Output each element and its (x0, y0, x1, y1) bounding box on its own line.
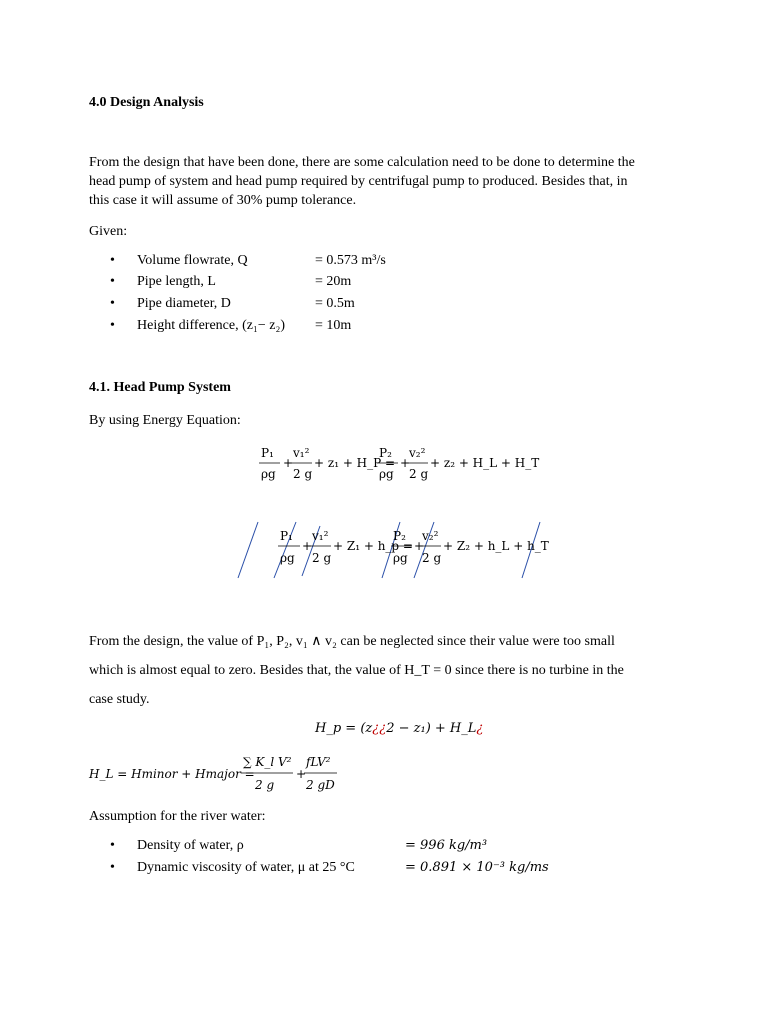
heading-design-analysis: 4.0 Design Analysis (89, 95, 204, 110)
bullet-icon: • (110, 838, 115, 853)
item-value: = 0.573 m³/s (315, 253, 386, 268)
eq-term: 2 gD (306, 778, 335, 792)
energy-equation (258, 440, 540, 484)
bullet-icon: • (110, 274, 115, 289)
eq-term: 2 g (255, 778, 275, 792)
eq-term: ∑ K_l V² (243, 755, 292, 769)
intro-line: From the design that have been done, there are some calculation need to be done to determine the (89, 155, 635, 170)
head-loss-equation (89, 751, 349, 795)
neglect-paragraph (89, 627, 624, 714)
svg-text:+: + (414, 539, 425, 553)
svg-text:+: + (302, 539, 313, 553)
eq-term: P₂ (393, 529, 406, 543)
intro-paragraph (89, 153, 635, 210)
item-label: Pipe length, L (137, 274, 216, 289)
item-label: Volume flowrate, Q (137, 253, 248, 268)
eq-term: ρg (379, 467, 394, 481)
eq-term: 2 − z₁) + H_L (386, 721, 477, 736)
eq-term: + Z₂ + h_L + h_T (443, 539, 549, 553)
eq-term: ρg (280, 551, 295, 565)
eq-term: P₂ (379, 446, 392, 460)
eq-term: + z₁ + H_P = (314, 456, 396, 470)
item-value: = 996 kg/m³ (405, 838, 488, 853)
simplified-energy-equation (234, 518, 554, 582)
given-label: Given: (89, 224, 128, 239)
eq-term: 2 g (293, 467, 313, 481)
bullet-icon: • (110, 296, 115, 311)
eq-term: v₁² (293, 446, 310, 460)
bullet-icon: • (110, 860, 115, 875)
eq-term: P₁ (261, 446, 274, 460)
item-value: = 20m (315, 274, 352, 289)
eq-error-glyph: ¿¿ (372, 721, 387, 736)
intro-line: this case it will assume of 30% pump tolerance. (89, 193, 357, 208)
intro-line: head pump of system and head pump required by centrifugal pump to produced. Besides that, in (89, 174, 628, 189)
bullet-icon: • (110, 318, 115, 333)
eq-term: 2 g (409, 467, 429, 481)
item-value: = 0.5m (315, 296, 355, 311)
eq-term: v₁² (312, 529, 329, 543)
bullet-icon: • (110, 253, 115, 268)
eq-term: v₂² (409, 446, 426, 460)
item-label: Pipe diameter, D (137, 296, 231, 311)
eq-term: ρg (393, 551, 408, 565)
svg-text:+: + (400, 456, 411, 470)
eq-term: + Z₁ + h_p = (333, 539, 413, 553)
item-label: Height difference, (z₁− z₂) (137, 318, 285, 333)
item-value: = 10m (315, 318, 352, 333)
eq-term: + z₂ + H_L + H_T (430, 456, 540, 470)
eq-error-glyph: ¿ (476, 721, 484, 736)
neglect-line: which is almost equal to zero. Besides that, the value of H_T = 0 since there is no turbine in the (89, 663, 624, 678)
eq-term: ρg (261, 467, 276, 481)
neglect-line: From the design, the value of P₁, P₂, v₁ ∧ v₂ can be neglected since their value were too small (89, 634, 615, 649)
eq-term: + (296, 767, 307, 781)
neglect-line: case study. (89, 692, 150, 707)
eq-term: H_p = (z (315, 721, 373, 736)
item-label: Density of water, ρ (137, 838, 244, 853)
eq-term: 2 g (422, 551, 442, 565)
eq-term: 2 g (312, 551, 332, 565)
svg-text:+: + (283, 456, 294, 470)
eq-term: v₂² (422, 529, 439, 543)
eq-term: H_L = Hminor + Hmajor = (89, 767, 255, 781)
eq-term: fLV² (306, 755, 331, 769)
heading-head-pump-system: 4.1. Head Pump System (89, 380, 231, 395)
item-label: Dynamic viscosity of water, μ at 25 °C (137, 860, 355, 875)
item-value: = 0.891 × 10⁻³ kg/ms (405, 860, 549, 875)
assumption-label: Assumption for the river water: (89, 809, 266, 824)
eq-term: P₁ (280, 529, 293, 543)
head-pump-equation (315, 721, 483, 736)
strike-line (238, 522, 258, 578)
energy-intro: By using Energy Equation: (89, 413, 241, 428)
